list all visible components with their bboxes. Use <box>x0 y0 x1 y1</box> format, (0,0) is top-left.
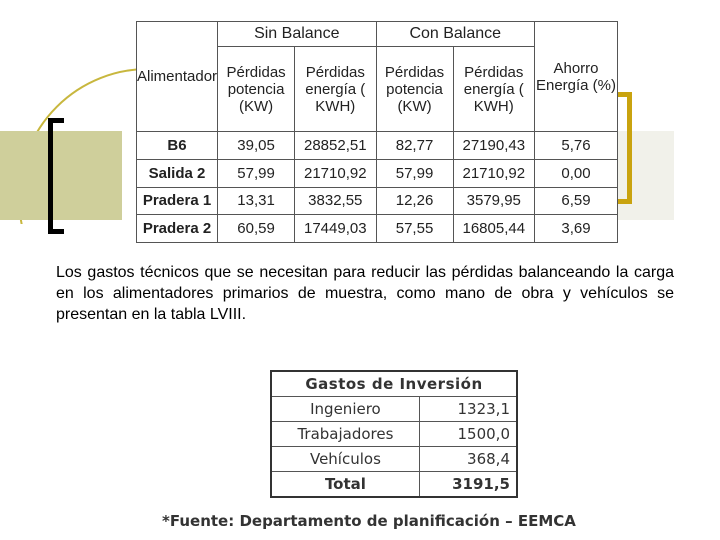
cell-con-kwh: 16805,44 <box>453 215 534 243</box>
cell-sin-kw: 13,31 <box>218 187 295 215</box>
cell-ahorro: 3,69 <box>535 215 618 243</box>
row-label: Ingeniero <box>271 397 419 422</box>
row-value: 1323,1 <box>419 397 517 422</box>
cell-sin-kw: 39,05 <box>218 132 295 160</box>
investment-table <box>270 370 518 498</box>
cell-con-kw: 57,55 <box>376 215 453 243</box>
cell-sin-kwh: 28852,51 <box>295 132 376 160</box>
cell-ahorro: 6,59 <box>535 187 618 215</box>
header-sin-energia: Pérdidas energía ( KWH) <box>295 47 376 132</box>
cell-con-kwh: 27190,43 <box>453 132 534 160</box>
header-con-balance: Con Balance <box>376 22 535 47</box>
row-value: 368,4 <box>419 447 517 472</box>
total-value: 3191,5 <box>419 472 517 498</box>
header-sin-potencia: Pérdidas potencia (KW) <box>218 47 295 132</box>
row-label: Trabajadores <box>271 422 419 447</box>
cell-con-kw: 57,99 <box>376 159 453 187</box>
row-name: Pradera 1 <box>137 187 218 215</box>
cell-sin-kwh: 21710,92 <box>295 159 376 187</box>
total-label: Total <box>271 472 419 498</box>
row-value: 1500,0 <box>419 422 517 447</box>
decorative-bracket-left <box>48 118 64 234</box>
row-name: B6 <box>137 132 218 160</box>
cell-sin-kwh: 17449,03 <box>295 215 376 243</box>
source-note: *Fuente: Departamento de planificación – EEMCA <box>162 512 576 530</box>
cell-con-kw: 12,26 <box>376 187 453 215</box>
row-name: Salida 2 <box>137 159 218 187</box>
cell-sin-kw: 60,59 <box>218 215 295 243</box>
decorative-bracket-right <box>618 92 632 204</box>
cell-sin-kwh: 3832,55 <box>295 187 376 215</box>
cell-ahorro: 0,00 <box>535 159 618 187</box>
cell-ahorro: 5,76 <box>535 132 618 160</box>
table-row <box>137 132 618 160</box>
cell-con-kwh: 3579,95 <box>453 187 534 215</box>
table-row <box>271 472 517 498</box>
header-con-potencia: Pérdidas potencia (KW) <box>376 47 453 132</box>
table-row <box>271 397 517 422</box>
losses-table <box>136 21 618 243</box>
header-con-energia: Pérdidas energía ( KWH) <box>453 47 534 132</box>
cell-con-kw: 82,77 <box>376 132 453 160</box>
row-name: Pradera 2 <box>137 215 218 243</box>
header-ahorro: Ahorro Energía (%) <box>535 22 618 132</box>
table-row <box>137 187 618 215</box>
cell-con-kwh: 21710,92 <box>453 159 534 187</box>
table-row <box>137 159 618 187</box>
row-label: Vehículos <box>271 447 419 472</box>
investment-title: Gastos de Inversión <box>271 371 517 397</box>
table-row <box>271 447 517 472</box>
body-paragraph: Los gastos técnicos que se necesitan para reducir las pérdidas balanceando la carga en los alimentadores primarios de muestra, como mano de obra y vehículos se presentan en la tabla LVIII. <box>56 264 674 323</box>
header-alimentador: Alimentador <box>137 22 218 132</box>
table-row <box>137 215 618 243</box>
header-sin-balance: Sin Balance <box>218 22 376 47</box>
table-row <box>271 422 517 447</box>
cell-sin-kw: 57,99 <box>218 159 295 187</box>
